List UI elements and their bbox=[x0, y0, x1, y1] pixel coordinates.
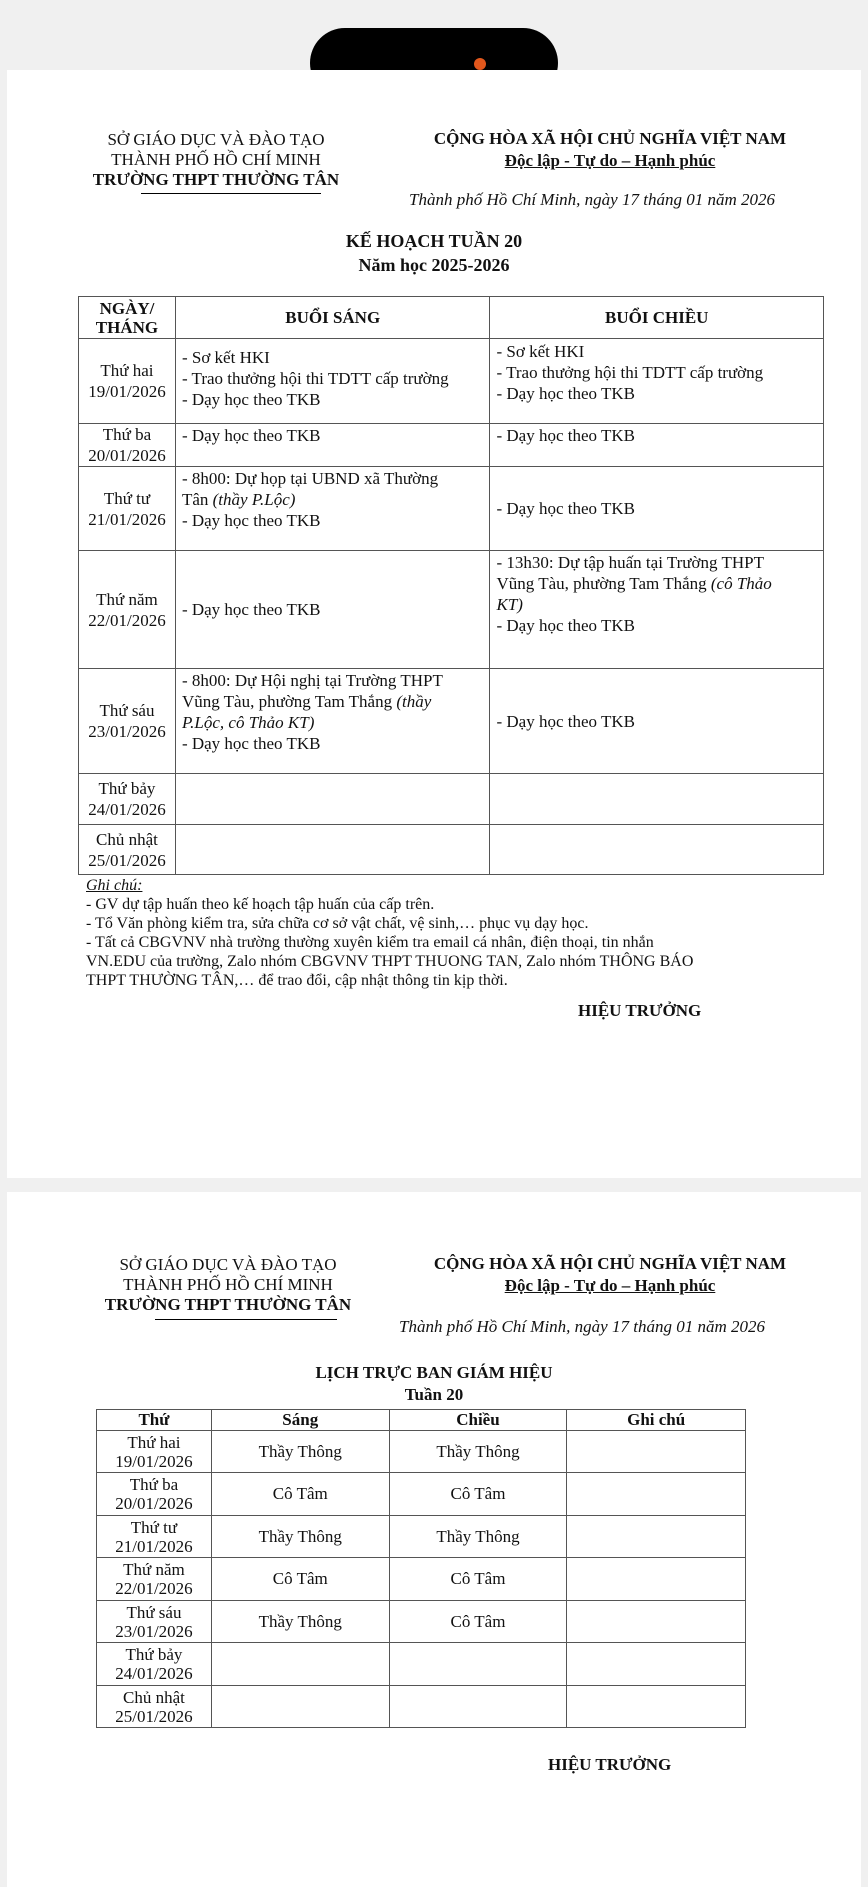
col-afternoon: Chiều bbox=[389, 1410, 567, 1431]
day-name: Thứ hai bbox=[100, 361, 154, 380]
header-underline-2 bbox=[155, 1319, 337, 1320]
col-day: NGÀY/ THÁNG bbox=[79, 297, 176, 339]
header-right bbox=[405, 128, 815, 172]
note-2: - Tổ Văn phòng kiểm tra, sửa chữa cơ sở vật chất, vệ sinh,… phục vụ dạy học. bbox=[86, 915, 589, 932]
date-line: Thành phố Hồ Chí Minh, ngày 17 tháng 01 năm 2026 bbox=[409, 190, 775, 209]
col-morning: BUỔI SÁNG bbox=[175, 297, 490, 339]
duty-subtitle: Tuần 20 bbox=[404, 1385, 464, 1404]
plan-subtitle: Năm học 2025-2026 bbox=[358, 255, 510, 275]
table-row: Chủ nhật 25/01/2026 bbox=[97, 1686, 746, 1728]
note-1: - GV dự tập huấn theo kế hoạch tập huấn của cấp trên. bbox=[86, 896, 435, 913]
table-row: Thứ hai 19/01/2026 - Sơ kết HKI - Trao thưởng hội thi TDTT cấp trường - Dạy học theo TKB - Sơ kết HKI - Trao thưởng hội thi TDTT cấp trường - Dạy học theo TKB bbox=[79, 339, 824, 424]
plan-title: KẾ HOẠCH TUẦN 20 bbox=[345, 231, 523, 251]
camera-dot bbox=[474, 58, 486, 70]
school-name: TRƯỜNG THPT THƯỜNG TÂN bbox=[92, 170, 340, 189]
document-page-1 bbox=[7, 70, 861, 1178]
duty-signer: HIỆU TRƯỞNG bbox=[548, 1755, 672, 1774]
dept-line1: SỞ GIÁO DỤC VÀ ĐÀO TẠO bbox=[107, 130, 325, 149]
table-row: Chủ nhật 25/01/2026 bbox=[79, 825, 824, 875]
duty-title: LỊCH TRỰC BAN GIÁM HIỆU bbox=[315, 1363, 553, 1382]
document-page-2 bbox=[7, 1192, 861, 1887]
header-left bbox=[81, 130, 351, 190]
table-row: Thứ sáu 23/01/2026 Thầy Thông Cô Tâm bbox=[97, 1601, 746, 1643]
date-line-2: Thành phố Hồ Chí Minh, ngày 17 tháng 01 năm 2026 bbox=[399, 1317, 765, 1336]
col-morning: Sáng bbox=[211, 1410, 389, 1431]
header-left-2: SỞ GIÁO DỤC VÀ ĐÀO TẠO THÀNH PHỐ HỒ CHÍ MINH TRƯỜNG THPT THƯỜNG TÂN bbox=[104, 1255, 352, 1314]
weekly-plan-table bbox=[78, 296, 824, 875]
duty-table bbox=[96, 1409, 746, 1728]
table-row: Thứ sáu 23/01/2026 - 8h00: Dự Hội nghị tại Trường THPT Vũng Tàu, phường Tam Thắng (thầy P.Lộc, cô Thảo KT) - Dạy học theo TKB - Dạy học theo TKB bbox=[79, 669, 824, 774]
plan-signer: HIỆU TRƯỞNG bbox=[578, 1001, 702, 1020]
dept-line2: THÀNH PHỐ HỒ CHÍ MINH bbox=[111, 150, 321, 169]
day-date: 19/01/2026 bbox=[88, 382, 166, 401]
table-row: Thứ ba 20/01/2026 Cô Tâm Cô Tâm bbox=[97, 1473, 746, 1516]
header-underline bbox=[141, 193, 321, 194]
table-row: Thứ năm 22/01/2026 Cô Tâm Cô Tâm bbox=[97, 1558, 746, 1601]
col-note: Ghi chú bbox=[567, 1410, 746, 1431]
table-row: Thứ ba 20/01/2026 - Dạy học theo TKB - Dạy học theo TKB bbox=[79, 424, 824, 467]
table-row: Thứ hai 19/01/2026 Thầy Thông Thầy Thông bbox=[97, 1431, 746, 1473]
note-3: - Tất cả CBGVNV nhà trường thường xuyên kiểm tra email cá nhân, điện thoại, tin nhắn bbox=[86, 934, 654, 951]
table-row: Thứ bảy 24/01/2026 bbox=[79, 774, 824, 825]
table-row: Thứ tư 21/01/2026 Thầy Thông Thầy Thông bbox=[97, 1516, 746, 1558]
table-row: Thứ bảy 24/01/2026 bbox=[97, 1643, 746, 1686]
notes: Ghi chú: - GV dự tập huấn theo kế hoạch tập huấn của cấp trên. - Tổ Văn phòng kiểm tra, sửa chữa cơ sở vật chất, vệ sinh,… phục vụ dạy học. - Tất cả CBGVNV nhà trường thường xuyên kiểm tra email cá nhân, điện thoại, tin nhắn VN.EDU của trường, Zalo nhóm CBGVNV THPT THUONG TAN, Zalo nhóm THÔNG BÁO THPT THƯỜNG TÂN,… để trao đổi, cập nhật thông tin kịp thời. bbox=[86, 876, 806, 990]
col-afternoon: BUỔI CHIỀU bbox=[490, 297, 824, 339]
motto: Độc lập - Tự do – Hạnh phúc bbox=[504, 151, 716, 170]
col-day: Thứ bbox=[97, 1410, 212, 1431]
nation-title: CỘNG HÒA XÃ HỘI CHỦ NGHĨA VIỆT NAM bbox=[433, 129, 787, 148]
notes-label: Ghi chú: bbox=[86, 877, 143, 894]
header-right-2: CỘNG HÒA XÃ HỘI CHỦ NGHĨA VIỆT NAM Độc lập - Tự do – Hạnh phúc bbox=[433, 1254, 787, 1295]
table-row: Thứ tư 21/01/2026 - 8h00: Dự họp tại UBND xã Thường Tân (thầy P.Lộc) - Dạy học theo TKB - Dạy học theo TKB bbox=[79, 467, 824, 551]
table-row: Thứ năm 22/01/2026 - Dạy học theo TKB - 13h30: Dự tập huấn tại Trường THPT Vũng Tàu, phường Tam Thắng (cô Thảo KT) - Dạy học theo TKB bbox=[79, 551, 824, 669]
